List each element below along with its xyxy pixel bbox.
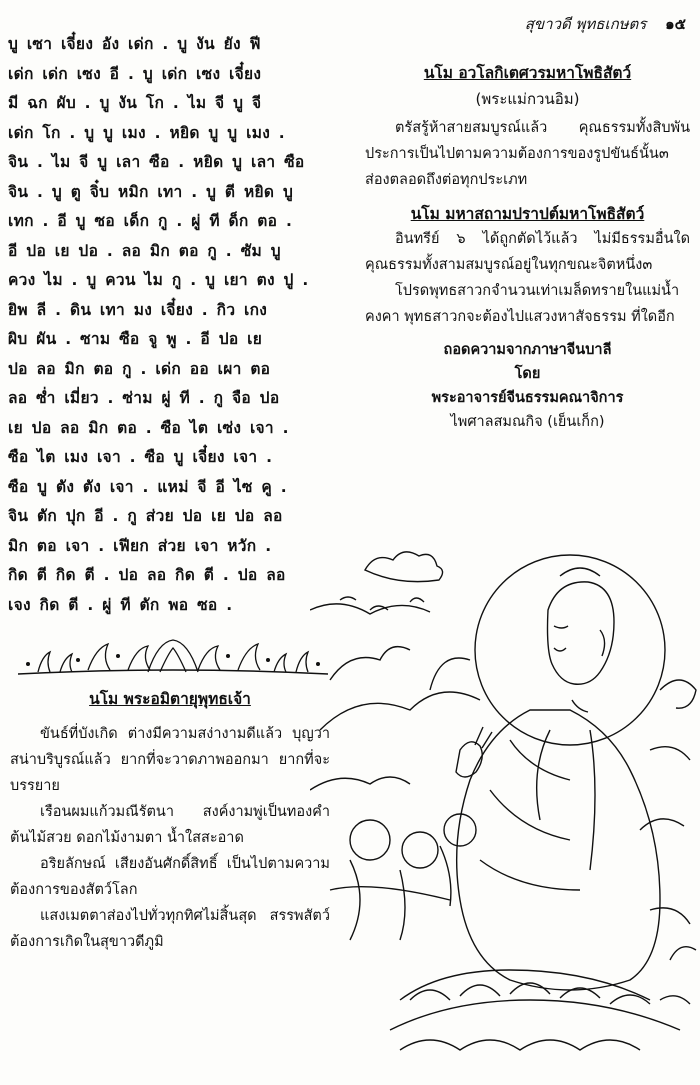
amitayus-paragraph-2: เรือนผมแก้วมณีรัตนา สงค์งามพู่เป็นทองคำ ต้นไม้สวย ดอกไม้งามตา น้ำใสสะอาด xyxy=(10,804,330,846)
running-header xyxy=(356,12,686,36)
mahasthamaprapta-title: นโม มหาสถามปราปต์มหาโพธิสัตว์ xyxy=(410,205,645,223)
transliteration-line: มิก ตอ เจา . เฟียก ส่วย เจา หวัก . xyxy=(8,536,272,555)
page-number: ๑๕ xyxy=(665,15,686,33)
transliteration-line: อี ปอ เย ปอ . ลอ มิก ตอ กู . ซัม บู xyxy=(8,241,281,260)
avalokitesvara-subtitle: (พระแม่กวนอิม) xyxy=(475,90,580,108)
amitayus-paragraph-4: แสงเมตตาส่องไปทั่วทุกทิศไม่สิ้นสุด สรรพสัตว์ต้องการเกิดในสุขาวดีภูมิ xyxy=(10,908,330,950)
credit-line-1: ถอดความจากภาษาจีนบาลี xyxy=(443,342,612,358)
translation-credit xyxy=(365,338,690,434)
credit-line-3: พระอาจารย์จีนธรรมคณาจิการ xyxy=(431,390,624,406)
transliteration-line: จิน . บู ตู จิ๋บ หมิก เทา . บู ตี หยิด บู xyxy=(8,182,294,201)
transliteration-line: จิน ตัก ปุก อี . กู ส่วย ปอ เย ปอ ลอ xyxy=(8,507,283,525)
transliteration-line: ยิพ ลี . ดิน เทา มง เจี๋ยง . กิว เกง xyxy=(8,300,268,319)
amitayus-title: นโม พระอมิตายุพุทธเจ้า xyxy=(89,690,251,708)
transliteration-line: เด่ก เด่ก เซง อี . บู เด่ก เซง เจี๋ยง xyxy=(8,64,262,83)
bodhisattva-sections xyxy=(365,60,690,434)
transliteration-line: ปอ ลอ มิก ตอ กู . เด่ก ออ เผา ตอ xyxy=(8,359,271,378)
transliteration-line: ควง ไม . บู ควน ไม กู . บู เยา ตง ปู . xyxy=(8,271,309,289)
avalokitesvara-title: นโม อวโลกิเตศวรมหาโพธิสัตว์ xyxy=(423,64,632,82)
transliteration-line: เทก . อี บู ซอ เด็ก กู . ผู่ ที ด็ก ตอ . xyxy=(8,212,293,230)
transliteration-line: ผิบ ผัน . ซาม ซือ จู พู . อี ปอ เย xyxy=(8,330,263,348)
running-title: สุขาวดี พุทธเกษตร xyxy=(524,15,647,33)
buddha-praying-illustration xyxy=(310,530,700,1085)
transliteration-line: ลอ ซ่ำ เมี่ยว . ซ่าม ผู่ ที . กู จือ ปอ xyxy=(8,389,280,407)
transliteration-line: กิด ตี กิด ตี . ปอ ลอ กิด ตี . ปอ ลอ xyxy=(8,566,286,584)
transliteration-text xyxy=(8,30,333,620)
credit-line-2: โดย xyxy=(514,366,541,382)
credit-line-4: ไพศาลสมณกิจ (เย็นเก็ก) xyxy=(450,414,605,430)
transliteration-line: เย ปอ ลอ มิก ตอ . ซือ ไต เซ่ง เจา . xyxy=(8,418,289,437)
transliteration-line: ซือ ไต เมง เจา . ซือ บู เจี๋ยง เจา . xyxy=(8,448,273,466)
mahasthamaprapta-paragraph-2: โปรดพุทธสาวกจำนวนเท่าเมล็ดทรายในแม่น้ำคงคา พุทธสาวกจะต้องไปแสวงหาสัจธรรม ที่ใดอีก xyxy=(365,283,680,325)
transliteration-line: เด่ก โก . บู บู เมง . หยิด บู บู เมง . xyxy=(8,123,285,142)
transliteration-line: เจง กิด ตี . ผู่ ที ตัก พอ ซอ . xyxy=(8,595,233,614)
transliteration-line: มี ฉก ผับ . บู งัน โก . ไม จี บู จี xyxy=(8,94,262,112)
amitayus-paragraph-3: อริยลักษณ์ เสียงอันศักดิ์สิทธิ์ เป็นไปตามความต้องการของสัตว์โลก xyxy=(10,856,330,898)
avalokitesvara-paragraph: ตรัสรู้ห้าสายสมบูรณ์แล้ว คุณธรรมทั้งสิบพันประการเป็นไปตามความต้องการของรูปขันธ์นั้น๓ ส่องตลอดถึงต่อทุกประเภท xyxy=(365,120,690,188)
transliteration-block xyxy=(8,30,333,620)
transliteration-line: ซือ บู ตัง ตัง เจา . แหม่ จี อี ไซ คู . xyxy=(8,477,287,496)
amitayus-paragraph-1: ขันธ์ที่บังเกิด ต่างมีความสง่างามดีแล้ว บุญวาสน่าบริบูรณ์แล้ว ยากที่จะวาดภาพออกมา ยากที่จะบรรยาย xyxy=(10,726,330,794)
lotus-border-ornament xyxy=(18,638,328,678)
transliteration-line: บู เซา เจี๋ยง อัง เด่ก . บู งัน ยัง ฟี xyxy=(8,35,261,53)
mahasthamaprapta-paragraph-1: อินทรีย์ ๖ ได้ถูกตัดไว้แล้ว ไม่มีธรรมอื่นใด คุณธรรมทั้งสามสมบูรณ์อยู่ในทุกขณะจิตหนึ่ง๓ xyxy=(365,231,690,273)
transliteration-line: จิน . ไม จี บู เลา ซือ . หยิด บู เลา ซือ xyxy=(8,153,305,171)
amitayus-section xyxy=(10,686,330,955)
